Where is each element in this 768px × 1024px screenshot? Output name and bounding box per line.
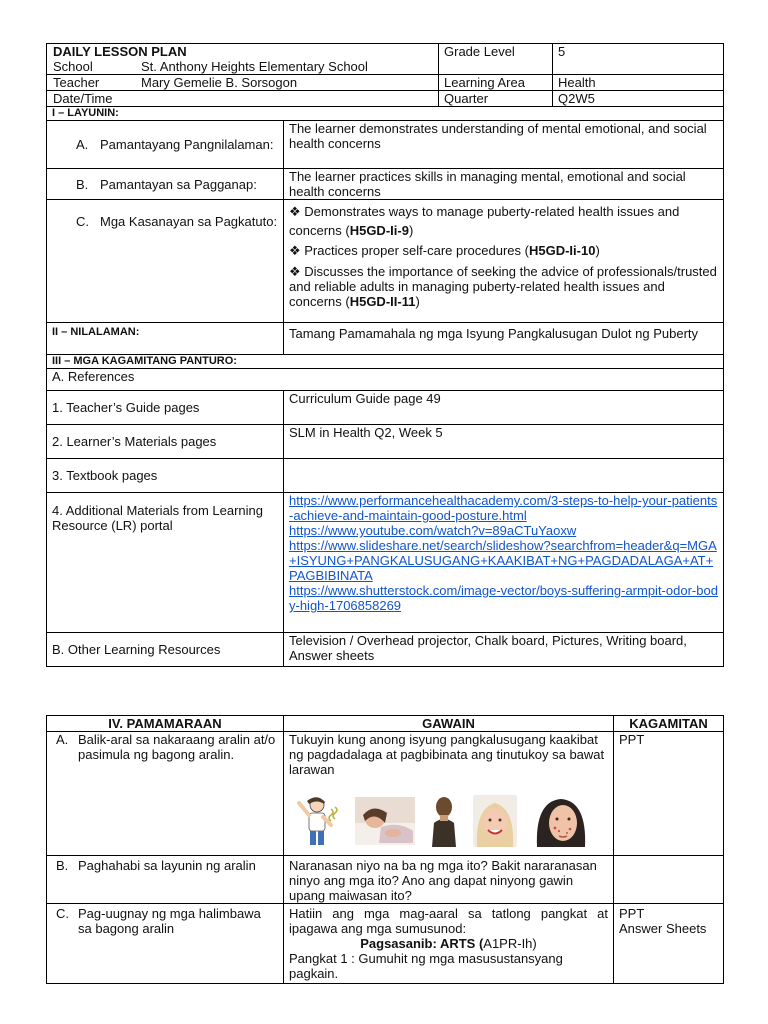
additional-label: 4. Additional Materials from Learning Resource (LR) portal	[47, 493, 284, 633]
school-value: St. Anthony Heights Elementary School	[141, 59, 368, 74]
document-title: DAILY LESSON PLAN	[53, 44, 187, 59]
boy-armpit-odor-icon	[297, 795, 341, 847]
col-pamamaraan: IV. PAMAMARAAN	[47, 716, 284, 732]
objective-b-label: Pamantayan sa Pagganap:	[100, 176, 257, 192]
teacher-cell	[47, 75, 439, 91]
step-a-gawain-text: Tukuyin kung anong isyung pangkalusugang kaakibat ng pagdadalaga at pagbibinata ang tinutukoy sa bawat larawan	[289, 732, 605, 777]
objective-b-value: The learner practices skills in managing mental, emotional and social health concerns	[284, 169, 724, 200]
col-gawain: GAWAIN	[284, 716, 614, 732]
step-c-kag-sheets: Answer Sheets	[619, 921, 707, 936]
tb-value	[284, 459, 724, 493]
tg-label: 1. Teacher’s Guide pages	[47, 391, 284, 425]
step-b-label-cell	[47, 856, 284, 904]
step-b-label: Paghahabi sa layunin ng aralin	[78, 858, 256, 873]
objective-a-label: Pamantayang Pangnilalaman:	[100, 137, 274, 152]
teacher-value: Mary Gemelie B. Sorsogon	[141, 75, 298, 90]
step-b-kagamitan	[614, 856, 724, 904]
competency-item: ❖ Discusses the importance of seeking the advice of professionals/trusted and reliable adults in managing puberty-related health issues and concerns (H5GD-II-11)	[289, 264, 717, 309]
step-b-letter: B.	[56, 858, 69, 873]
step-c-letter: C.	[56, 906, 69, 921]
nilalaman-value: Tamang Pamamahala ng mga Isyung Pangkalusugan Dulot ng Puberty	[284, 323, 724, 355]
objective-a-letter: A.	[76, 137, 89, 152]
resource-link[interactable]: https://www.shutterstock.com/image-vector/boys-suffering-armpit-odor-body-high-1706858269	[289, 583, 718, 613]
objective-a-value: The learner demonstrates understanding of mental emotional, and social health concerns	[284, 121, 724, 169]
area-label: Learning Area	[439, 75, 553, 91]
quarter-label: Quarter	[439, 91, 553, 107]
tg-value: Curriculum Guide page 49	[284, 391, 724, 425]
step-c-gawain	[284, 904, 614, 984]
step-c-integration: Pagsasanib: ARTS (A1PR-Ih)	[360, 936, 537, 951]
title-school-cell	[47, 44, 439, 75]
objective-c-label: Mga Kasanayan sa Pagkatuto:	[100, 214, 278, 229]
nilalaman-heading: II – NILALAMAN:	[47, 323, 284, 355]
resource-link[interactable]: https://www.performancehealthacademy.com/3-steps-to-help-your-patients-achieve-and-maintain-good-posture.html	[289, 493, 718, 523]
tb-label: 3. Textbook pages	[47, 459, 284, 493]
resource-link[interactable]: https://www.slideshare.net/search/slideshow?searchfrom=header&q=MGA+ISYUNG+PANGKALUSUGANG+KAAKIBAT+NG+PAGDADALAGA+AT+PAGBIBINATA	[289, 538, 717, 583]
kagamitan-heading: III – MGA KAGAMITANG PANTURO:	[47, 355, 724, 369]
competency-item: ❖ Practices proper self-care procedures (H5GD-Ii-10)	[289, 243, 600, 258]
step-c-label: Pag-uugnay ng mga halimbawa sa bagong aralin	[78, 906, 261, 936]
grade-label: Grade Level	[439, 44, 553, 75]
additional-links	[284, 493, 724, 633]
health-issue-pictures	[297, 791, 608, 847]
objective-b-label-cell	[47, 169, 284, 200]
sick-woman-icon	[355, 795, 415, 847]
col-kagamitan: KAGAMITAN	[614, 716, 724, 732]
girl-smiling-icon	[473, 795, 517, 847]
step-a-label-cell	[47, 732, 284, 856]
step-a-gawain	[284, 732, 614, 856]
objective-a-label-cell	[47, 121, 284, 169]
step-c-kag-ppt: PPT	[619, 906, 645, 921]
resource-link[interactable]: https://www.youtube.com/watch?v=89aCTuYaoxw	[289, 523, 577, 538]
other-resources-label: B. Other Learning Resources	[47, 633, 284, 667]
step-c-group-1: Pangkat 1 : Gumuhit ng mga masusustansyang pagkain.	[289, 951, 563, 981]
procedure-table	[46, 715, 724, 984]
objective-c-list	[284, 200, 724, 323]
competency-item: ❖ Demonstrates ways to manage puberty-related health issues and concerns (H5GD-Ii-9)	[289, 204, 680, 238]
step-c-kagamitan	[614, 904, 724, 984]
grade-value: 5	[553, 44, 724, 75]
area-value: Health	[553, 75, 724, 91]
step-a-label: Balik-aral sa nakaraang aralin at/o pasimula ng bagong aralin.	[78, 732, 276, 762]
other-resources-value: Television / Overhead projector, Chalk board, Pictures, Writing board, Answer sheets	[284, 633, 724, 667]
step-c-instruction: Hatiin ang mga mag-aaral sa tatlong pangkat at ipagawa ang mga sumusunod:	[289, 906, 608, 936]
lm-label: 2. Learner’s Materials pages	[47, 425, 284, 459]
datetime-label: Date/Time	[47, 91, 439, 107]
man-back-icon	[429, 795, 459, 847]
objective-c-letter: C.	[76, 214, 89, 229]
woman-acne-icon	[531, 795, 593, 847]
step-b-gawain: Naranasan niyo na ba ng mga ito? Bakit nararanasan ninyo ang mga ito? Ano ang dapat ninyong gawin upang maiwasan ito?	[284, 856, 614, 904]
quarter-value: Q2W5	[553, 91, 724, 107]
header-table	[46, 43, 724, 107]
objectives-table	[46, 106, 724, 667]
step-a-kagamitan: PPT	[614, 732, 724, 856]
school-label: School	[53, 59, 93, 74]
step-c-label-cell	[47, 904, 284, 984]
references-label: A. References	[47, 369, 724, 391]
objective-b-letter: B.	[76, 176, 89, 192]
lm-value: SLM in Health Q2, Week 5	[284, 425, 724, 459]
objective-c-label-cell	[47, 200, 284, 323]
step-a-letter: A.	[56, 732, 69, 747]
teacher-label: Teacher	[53, 75, 100, 90]
layunin-heading: I – LAYUNIN:	[47, 107, 724, 121]
